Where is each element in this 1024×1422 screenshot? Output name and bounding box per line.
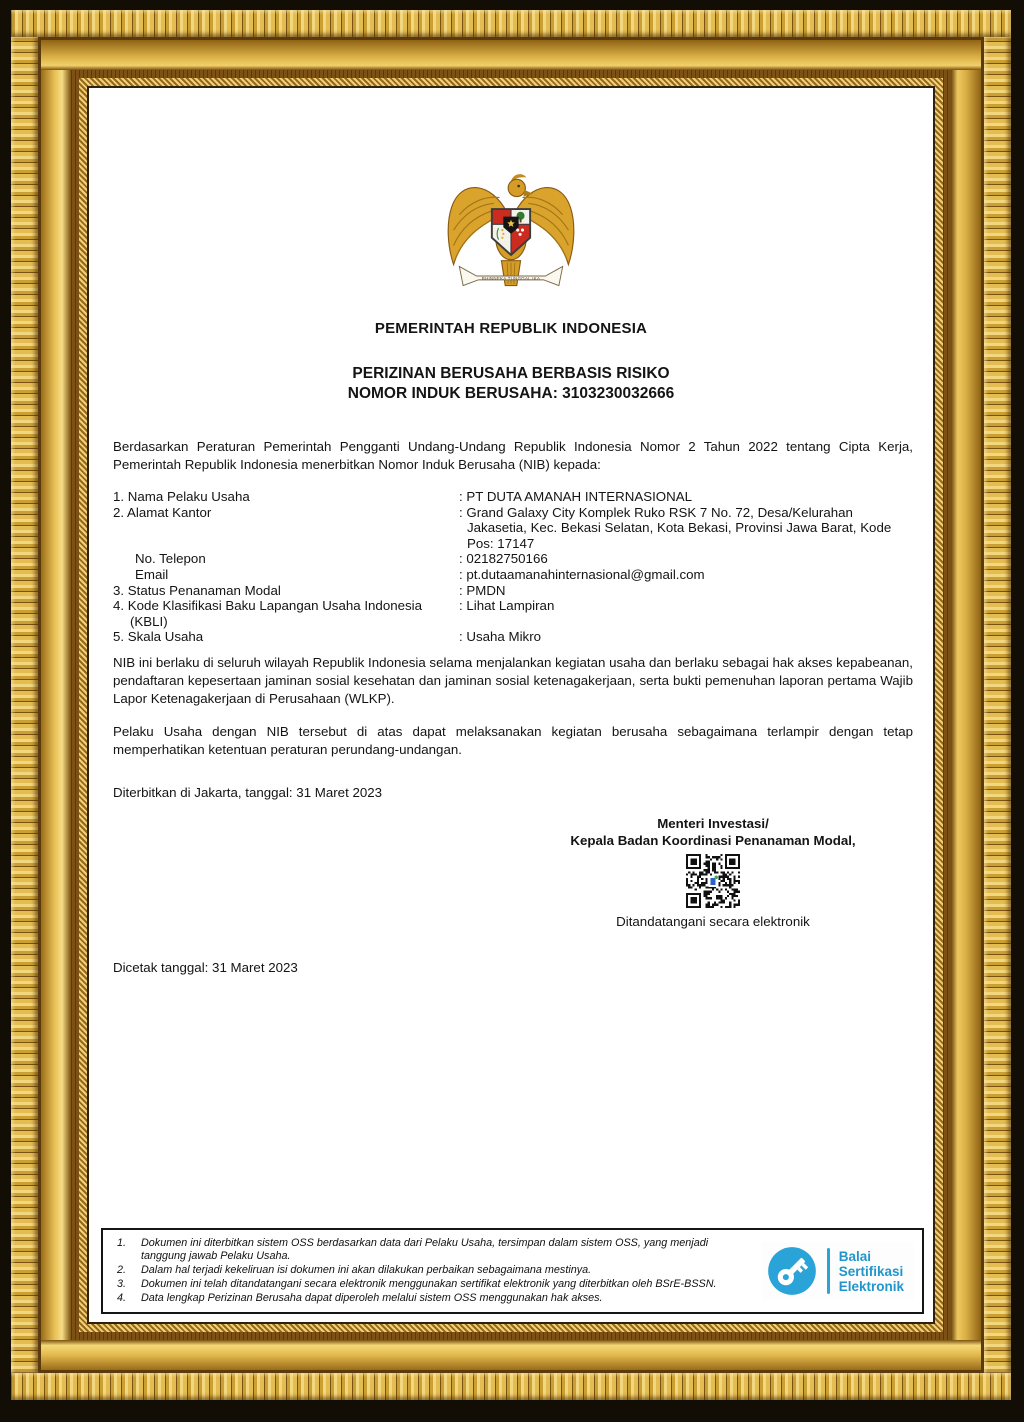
bse-logo	[762, 1242, 914, 1300]
footer-note: 2. Dalam hal terjadi kekeliruan isi dokumen ini akan dilakukan perbaikan sebagaimana mestinya.	[117, 1264, 592, 1277]
bse-logo-text: Balai Sertifikasi Elektronik	[838, 1248, 904, 1294]
field-value: : PT DUTA AMANAH INTERNASIONAL	[459, 489, 692, 504]
certificate-page	[89, 88, 933, 1322]
field-label: 1. Nama Pelaku Usaha	[113, 489, 250, 504]
frame-gold-slope	[41, 40, 981, 1370]
signer-title-line2: Kepala Badan Koordinasi Penanaman Modal,	[570, 833, 856, 848]
field-label: 2. Alamat Kantor	[113, 504, 212, 520]
field-label: No. Telepon	[135, 551, 206, 567]
field-label: 5. Skala Usaha	[113, 629, 204, 645]
field-row-email	[113, 567, 913, 583]
bse-key-icon	[766, 1245, 818, 1297]
nib-number-line: NOMOR INDUK BERUSAHA: 3103230032666	[347, 385, 675, 402]
field-value: : Lihat Lampiran	[459, 598, 555, 614]
issued-line: Diterbitkan di Jakarta, tanggal: 31 Maret 2023	[113, 785, 383, 800]
signer-title-line1: Menteri Investasi/	[657, 816, 769, 831]
footer-note: 3. Dokumen ini telah ditandatangani secara elektronik menggunakan sertifikat elektronik yang diterbitkan oleh BSrE-BSSN.	[117, 1277, 717, 1290]
bse-logo-separator	[827, 1248, 830, 1294]
field-value: : PMDN	[459, 582, 506, 598]
document-title-line1: PERIZINAN BERUSAHA BERBASIS RISIKO	[352, 365, 670, 382]
emblem-motto: BHINNEKA TUNGGAL IKA	[481, 276, 541, 282]
footer-note: 4. Data lengkap Perizinan Berusaha dapat diperoleh melalui sistem OSS menggunakan hak akses.	[117, 1291, 603, 1304]
nib-validity-paragraph: NIB ini berlaku di seluruh wilayah Republik Indonesia selama menjalankan kegiatan usaha dan berlaku sebagai hak akses kepabeanan, pendaftaran kepesertaan jaminan sosial kesehatan dan jaminan sosial ketenagakerjaan, serta bukti pemenuhan laporan pertama Wajib Lapor Ketenagakerjaan di Perusahaan (WLKP).	[113, 655, 913, 706]
frame-groove	[38, 37, 984, 1373]
field-row-skala	[113, 629, 913, 645]
document-title	[89, 364, 933, 404]
business-fields	[113, 489, 913, 645]
intro-paragraph: Berdasarkan Peraturan Pemerintah Pengganti Undang-Undang Republik Indonesia Nomor 2 Tahun 2022 tentang Cipta Kerja, Pemerintah Republik Indonesia menerbitkan Nomor Induk Berusaha (NIB) kepada:	[113, 439, 913, 472]
field-row-nama	[113, 489, 913, 505]
garuda-pancasila-emblem	[444, 168, 578, 296]
field-value: : Grand Galaxy City Komplek Ruko RSK 7 No. 72, Desa/Kelurahan Jakasetia, Kec. Bekasi Selatan, Kota Bekasi, Provinsi Jawa Barat, Kode Pos: 17147	[459, 504, 892, 551]
government-title: PEMERINTAH REPUBLIK INDONESIA	[374, 320, 648, 337]
frame-bead-band	[79, 78, 943, 1332]
footer-notes-list	[109, 1237, 762, 1306]
field-label: 3. Status Penanaman Modal	[113, 582, 281, 598]
field-row-telepon	[113, 551, 913, 567]
field-label: Email	[135, 566, 169, 582]
field-row-kbli	[113, 598, 913, 629]
footer-notes-box	[101, 1228, 924, 1314]
electronic-signature-note: Ditandatangani secara elektronik	[616, 914, 810, 929]
field-value: : Usaha Mikro	[459, 629, 542, 645]
printed-date-line: Dicetak tanggal: 31 Maret 2023	[113, 960, 298, 975]
field-row-alamat	[113, 505, 913, 552]
frame-ornate-band	[11, 10, 1011, 1400]
frame-inner-band	[71, 70, 951, 1340]
field-value: : pt.dutaamanahinternasional@gmail.com	[459, 566, 705, 582]
field-row-status-modal	[113, 583, 913, 599]
footer-note: 1. Dokumen ini diterbitkan sistem OSS berdasarkan data dari Pelaku Usaha, tersimpan dalam sistem OSS, yang menjadi tanggung jawab Pelaku Usaha.	[117, 1236, 709, 1263]
field-label: 4. Kode Klasifikasi Baku Lapangan Usaha Indonesia (KBLI)	[113, 598, 422, 629]
pelaku-usaha-paragraph: Pelaku Usaha dengan NIB tersebut di atas dapat melaksanakan kegiatan berusaha sebagaimana terlampir dengan tetap memperhatikan ketentuan peraturan perundang-undangan.	[113, 724, 913, 757]
qr-code	[686, 854, 740, 908]
signature-block	[523, 815, 903, 930]
field-value: : 02182750166	[459, 551, 548, 567]
